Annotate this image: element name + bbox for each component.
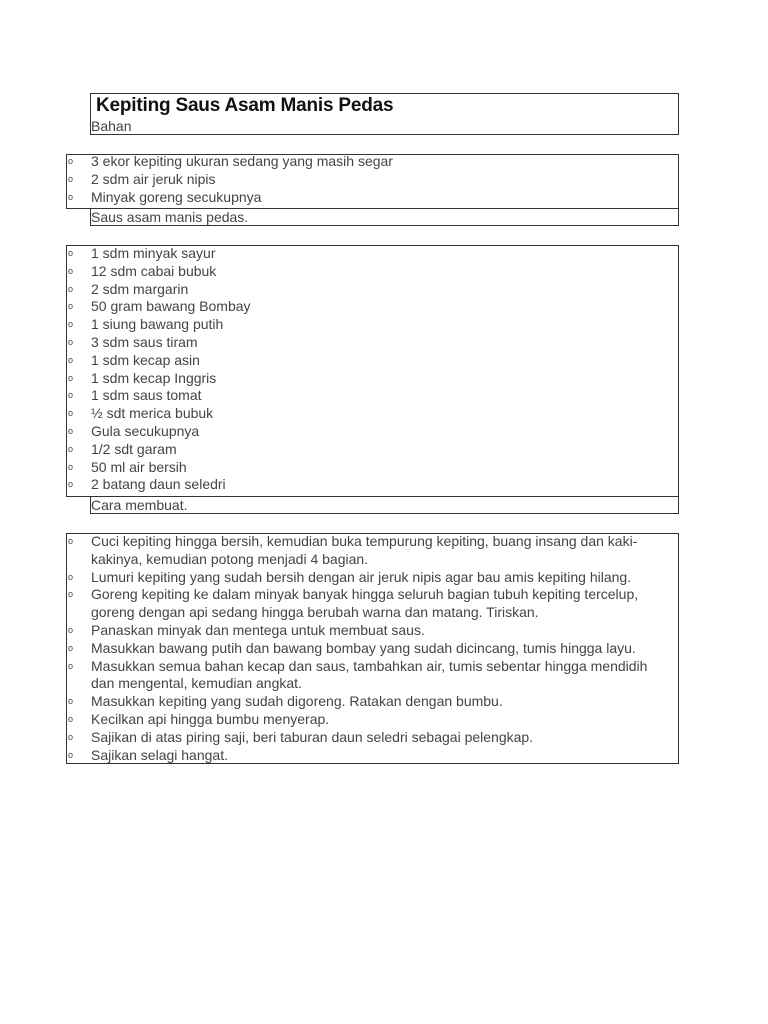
bullet-circle-icon: o bbox=[68, 319, 74, 330]
bullet-circle-icon: o bbox=[68, 479, 74, 490]
bullet-circle-icon: o bbox=[68, 156, 74, 166]
bullet-circle-icon: o bbox=[68, 461, 74, 472]
saus-list-item bbox=[0, 334, 768, 352]
saus-item-text: ½ sdt merica bubuk bbox=[91, 405, 214, 422]
saus-list-item bbox=[0, 352, 768, 370]
cara-item-text: Lumuri kepiting yang sudah bersih dengan air jeruk nipis agar bau amis kepiting hilang. bbox=[91, 568, 632, 585]
bullet-circle-icon: o bbox=[68, 696, 74, 707]
saus-item-text: 3 sdm saus tiram bbox=[91, 333, 198, 350]
saus-item-text: 50 ml air bersih bbox=[91, 458, 187, 475]
cara-item-text: Cuci kepiting hingga bersih, kemudian buka tempurung kepiting, buang insang dan kaki-kakinya, kemudian potong menjadi 4 bagian. bbox=[91, 533, 638, 567]
saus-item-text: 1 sdm kecap Inggris bbox=[91, 369, 217, 386]
saus-list-item bbox=[0, 405, 768, 423]
cara-item-text: Panaskan minyak dan mentega untuk membuat saus. bbox=[91, 621, 425, 638]
bullet-circle-icon: o bbox=[68, 191, 74, 202]
section-heading-saus: Saus asam manis pedas. bbox=[91, 209, 249, 225]
bahan-list-item bbox=[0, 153, 768, 171]
bullet-circle-icon: o bbox=[68, 571, 74, 582]
bullet-circle-icon: o bbox=[68, 642, 74, 653]
bullet-circle-icon: o bbox=[68, 354, 74, 365]
cara-list-item bbox=[0, 693, 768, 711]
bullet-circle-icon: o bbox=[68, 283, 74, 294]
cara-list-item bbox=[0, 533, 768, 569]
bullet-circle-icon: o bbox=[68, 589, 74, 600]
saus-list-item bbox=[0, 281, 768, 299]
saus-list-item bbox=[0, 370, 768, 388]
section-heading-bahan: Bahan bbox=[91, 118, 132, 134]
bullet-circle-icon: o bbox=[68, 248, 74, 258]
cara-item-text: Sajikan selagi hangat. bbox=[91, 746, 228, 763]
cara-list-item bbox=[0, 658, 768, 694]
bahan-item-text: 2 sdm air jeruk nipis bbox=[91, 170, 216, 187]
saus-item-text: 2 batang daun seledri bbox=[91, 476, 226, 493]
bullet-circle-icon: o bbox=[68, 731, 74, 742]
page-title: Kepiting Saus Asam Manis Pedas bbox=[96, 95, 394, 116]
saus-list-item bbox=[0, 245, 768, 263]
saus-item-text: 1/2 sdt garam bbox=[91, 440, 177, 457]
cara-item-text: Masukkan bawang putih dan bawang bombay yang sudah dicincang, tumis hingga layu. bbox=[91, 639, 636, 656]
cara-list-item bbox=[0, 586, 768, 622]
saus-item-text: 1 sdm saus tomat bbox=[91, 387, 202, 404]
bullet-circle-icon: o bbox=[68, 173, 74, 184]
cara-list bbox=[0, 533, 768, 764]
saus-list-item bbox=[0, 441, 768, 459]
bullet-circle-icon: o bbox=[68, 372, 74, 383]
saus-item-text: 2 sdm margarin bbox=[91, 280, 189, 297]
bullet-circle-icon: o bbox=[68, 443, 74, 454]
saus-list bbox=[0, 245, 768, 494]
saus-item-text: 50 gram bawang Bombay bbox=[91, 298, 251, 315]
bullet-circle-icon: o bbox=[68, 660, 74, 671]
saus-list-item bbox=[0, 476, 768, 494]
section-heading-cara: Cara membuat. bbox=[91, 497, 188, 513]
bullet-circle-icon: o bbox=[68, 336, 74, 347]
cara-item-text: Kecilkan api hingga bumbu menyerap. bbox=[91, 710, 330, 727]
saus-list-item bbox=[0, 459, 768, 477]
cara-list-item bbox=[0, 622, 768, 640]
cara-item-text: Sajikan di atas piring saji, beri taburan daun seledri sebagai pelengkap. bbox=[91, 728, 534, 745]
cara-list-item bbox=[0, 569, 768, 587]
cara-list-item bbox=[0, 640, 768, 658]
cara-list-item bbox=[0, 711, 768, 729]
saus-item-text: 1 siung bawang putih bbox=[91, 316, 224, 333]
bullet-circle-icon: o bbox=[68, 301, 74, 312]
cara-list-item bbox=[0, 729, 768, 747]
cara-item-text: Masukkan kepiting yang sudah digoreng. Ratakan dengan bumbu. bbox=[91, 693, 503, 710]
bullet-circle-icon: o bbox=[68, 713, 74, 724]
bullet-circle-icon: o bbox=[68, 265, 74, 276]
saus-item-text: 1 sdm minyak sayur bbox=[91, 245, 216, 261]
saus-list-item bbox=[0, 298, 768, 316]
bullet-circle-icon: o bbox=[68, 408, 74, 419]
cara-item-text: Masukkan semua bahan kecap dan saus, tambahkan air, tumis sebentar hingga mendidih dan mengental, kemudian angkat. bbox=[91, 657, 648, 692]
bullet-circle-icon: o bbox=[68, 390, 74, 401]
saus-item-text: 1 sdm kecap asin bbox=[91, 351, 200, 368]
bahan-item-text: 3 ekor kepiting ukuran sedang yang masih segar bbox=[91, 153, 393, 169]
bullet-circle-icon: o bbox=[68, 624, 74, 635]
saus-list-item bbox=[0, 423, 768, 441]
bullet-circle-icon: o bbox=[68, 536, 74, 546]
bullet-circle-icon: o bbox=[68, 425, 74, 436]
bahan-item-text: Minyak goreng secukupnya bbox=[91, 188, 262, 205]
cara-item-text: Goreng kepiting ke dalam minyak banyak hingga seluruh bagian tubuh kepiting tercelup, goreng dengan api sedang hingga berubah warna dan matang. Tiriskan. bbox=[91, 586, 639, 621]
saus-list-item bbox=[0, 263, 768, 281]
saus-item-text: Gula secukupnya bbox=[91, 422, 200, 439]
saus-item-text: 12 sdm cabai bubuk bbox=[91, 262, 217, 279]
cara-list-item bbox=[0, 747, 768, 765]
bahan-list bbox=[0, 153, 768, 206]
saus-list-item bbox=[0, 316, 768, 334]
bahan-list-item bbox=[0, 189, 768, 207]
bullet-circle-icon: o bbox=[68, 749, 74, 760]
bahan-list-item bbox=[0, 171, 768, 189]
saus-list-item bbox=[0, 387, 768, 405]
